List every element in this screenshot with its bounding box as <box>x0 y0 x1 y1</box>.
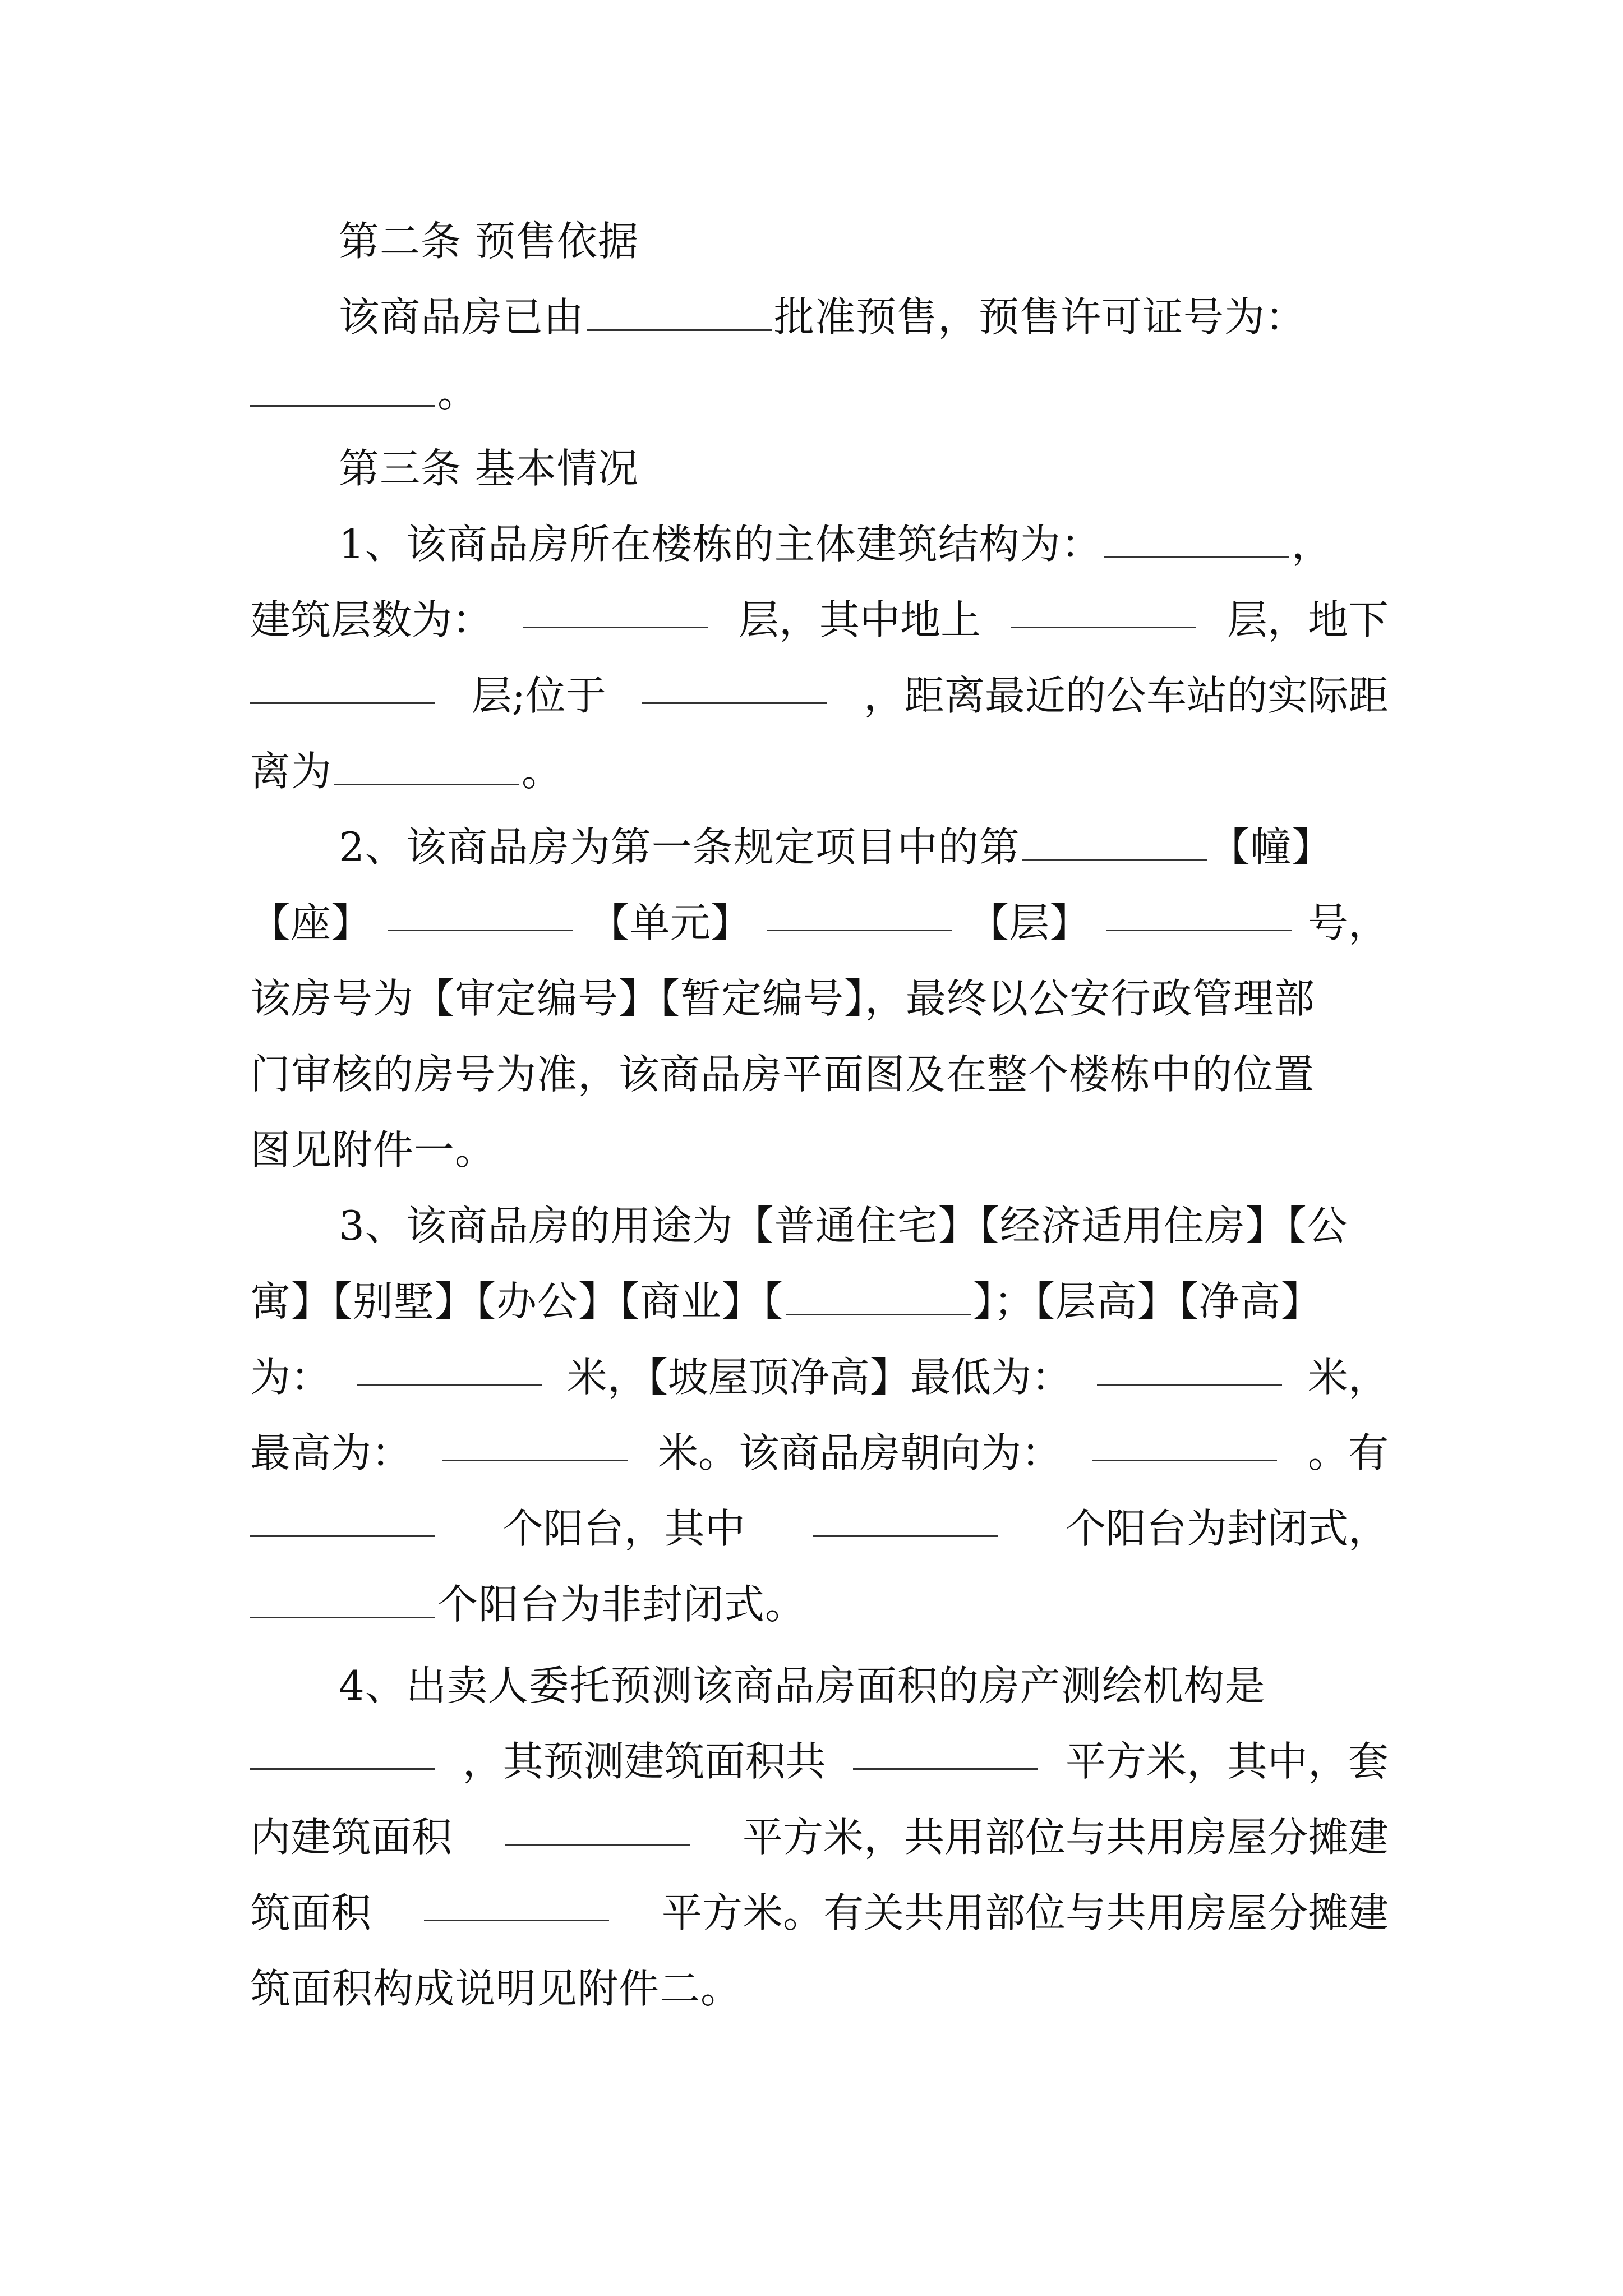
article3-heading <box>339 435 639 502</box>
text: 【层】 <box>969 899 1090 946</box>
p4-line4 <box>250 1879 1389 1947</box>
blank-field <box>813 1495 998 1537</box>
text: 1、该商品房所在楼栋的主体建筑结构为： <box>339 521 1102 568</box>
text: 。有 <box>1307 1429 1389 1476</box>
text: ，其预测建筑面积共 <box>462 1738 826 1785</box>
blank-field <box>587 289 772 331</box>
text: 4、出卖人委托预测该商品房面积的房产测绘机构是 <box>339 1662 1266 1709</box>
blank-field <box>250 1728 435 1770</box>
text: 建筑层数为： <box>250 596 493 643</box>
p4-line1 <box>339 1652 1266 1719</box>
blank-field <box>334 743 519 785</box>
blank-field <box>642 662 827 704</box>
blank-field <box>1011 586 1196 628</box>
p2-line5 <box>250 1116 496 1184</box>
text: 个阳台为非封闭式。 <box>437 1581 806 1628</box>
p4-line5 <box>250 1955 741 2022</box>
article2-heading <box>339 208 639 275</box>
blank-field <box>388 889 573 931</box>
blank-field <box>1097 1343 1282 1386</box>
text: 门审核的房号为准，该商品房平面图及在整个楼栋中的位置 <box>250 1051 1315 1098</box>
p2-line3 <box>250 965 1315 1032</box>
blank-field <box>250 365 435 407</box>
text: 该房号为【审定编号】【暂定编号】，最终以公安行政管理部 <box>250 975 1316 1022</box>
blank-field <box>523 586 708 628</box>
p3-line2 <box>250 1268 1322 1335</box>
text: 层;位于 <box>471 672 606 719</box>
p1-line1 <box>339 510 1332 578</box>
text: 【幢】 <box>1209 823 1332 871</box>
blank-field <box>250 1495 435 1537</box>
text: 内建筑面积 <box>250 1814 453 1861</box>
blank-field <box>1022 819 1207 861</box>
article2-line1 <box>339 283 1306 351</box>
text: 】；【层高】【净高】 <box>973 1278 1322 1325</box>
p4-line2 <box>250 1728 1389 1795</box>
p1-line3 <box>250 662 1389 729</box>
p2-line4 <box>250 1041 1315 1108</box>
text: 筑面积构成说明见附件二。 <box>250 1965 742 2012</box>
text: 米，【坡屋顶净高】最低为： <box>566 1354 1072 1401</box>
text: 层，其中地上 <box>738 596 981 643</box>
text: 该商品房已由 <box>339 293 585 341</box>
text: 筑面积 <box>250 1889 372 1936</box>
text: 3、该商品房的用途为【普通住宅】【经济适用住房】【公 <box>339 1202 1348 1249</box>
p4-line3 <box>250 1803 1389 1871</box>
blank-field <box>250 662 435 704</box>
text: ，距离最近的公车站的实际距 <box>863 672 1389 719</box>
text: 。 <box>437 369 479 416</box>
text: 。 <box>522 748 563 795</box>
heading-text: 第三条 基本情况 <box>339 445 639 492</box>
blank-field <box>1106 889 1292 931</box>
text: 为： <box>250 1354 331 1401</box>
text: 号， <box>1307 899 1389 946</box>
text: 个阳台，其中 <box>502 1505 745 1552</box>
text: 米。该商品房朝向为： <box>657 1429 1062 1476</box>
text: 离为 <box>250 748 333 795</box>
blank-field <box>505 1803 690 1846</box>
text: 【座】 <box>250 899 372 946</box>
text: 个阳台为封闭式， <box>1065 1505 1389 1552</box>
p3-line6 <box>250 1571 806 1638</box>
text: 【单元】 <box>589 899 751 946</box>
text: ， <box>1291 521 1332 568</box>
blank-field <box>424 1879 609 1921</box>
p3-line3 <box>250 1343 1389 1411</box>
text: 平方米。有关共用部位与共用房屋分摊建 <box>661 1889 1389 1936</box>
p3-line1 <box>339 1192 1348 1259</box>
text: 层，地下 <box>1227 596 1389 643</box>
blank-field <box>442 1419 628 1461</box>
text: 米， <box>1307 1354 1389 1401</box>
p2-line2 <box>250 889 1389 956</box>
blank-field <box>1092 1419 1277 1461</box>
text: 平方米，共用部位与共用房屋分摊建 <box>742 1814 1389 1861</box>
text: 平方米，其中，套 <box>1065 1738 1389 1785</box>
p1-line4 <box>250 738 562 805</box>
text: 最高为： <box>250 1429 412 1476</box>
text: 图见附件一。 <box>250 1126 496 1174</box>
text: 2、该商品房为第一条规定项目中的第 <box>339 823 1020 871</box>
p1-line2 <box>250 586 1389 654</box>
text: 批准预售，预售许可证号为： <box>774 293 1307 341</box>
blank-field <box>767 889 952 931</box>
blank-field <box>357 1343 542 1386</box>
text: 寓】【别墅】【办公】【商业】【 <box>250 1278 784 1325</box>
p3-line5 <box>250 1495 1389 1562</box>
heading-text: 第二条 预售依据 <box>339 218 639 265</box>
blank-field <box>1104 516 1289 558</box>
p2-line1 <box>339 813 1332 881</box>
blank-field <box>853 1728 1038 1770</box>
blank-field <box>786 1273 971 1315</box>
article2-line2 <box>250 359 478 426</box>
p3-line4 <box>250 1419 1389 1487</box>
blank-field <box>250 1576 435 1618</box>
